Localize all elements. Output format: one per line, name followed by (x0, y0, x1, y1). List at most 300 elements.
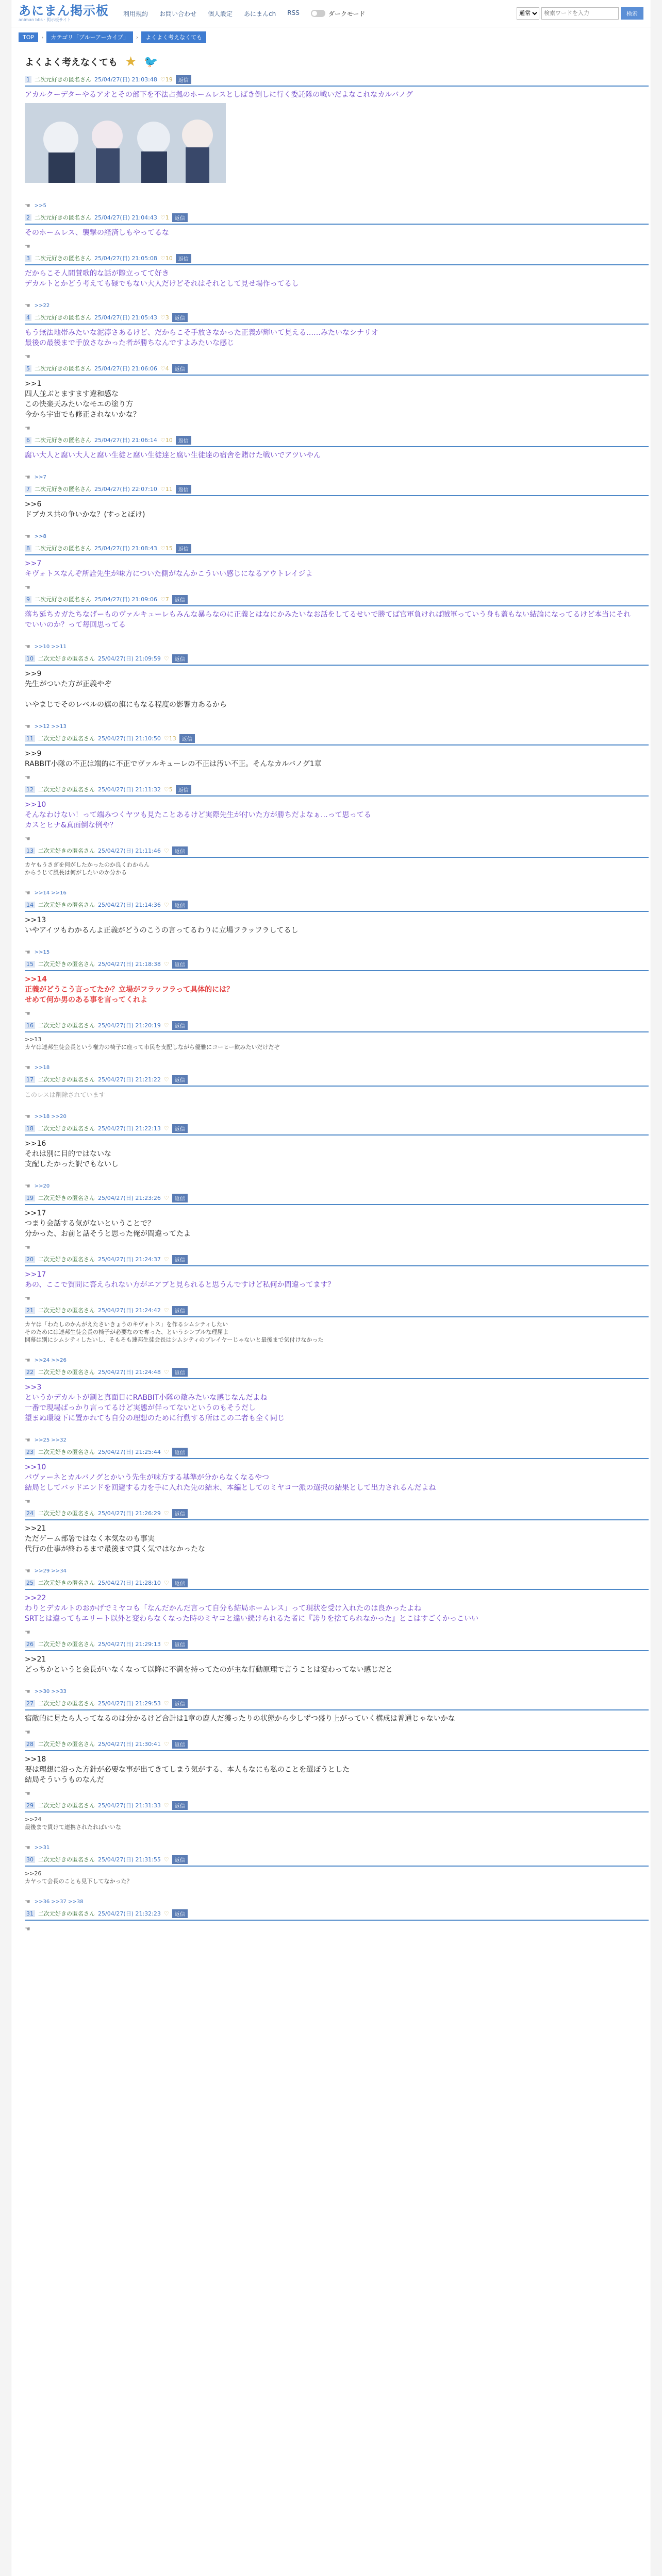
divider (25, 554, 649, 555)
post (11, 897, 651, 956)
like-count[interactable]: ♡1 (160, 214, 169, 221)
like-count[interactable] (164, 1741, 169, 1748)
post (11, 1072, 651, 1121)
reply-button[interactable]: 返信 (176, 436, 191, 445)
reply-hand-icon[interactable]: ☚ (25, 1844, 30, 1851)
post (11, 782, 651, 843)
post-date: 25/04/27(日) 21:29:13 (98, 1641, 161, 1648)
post-footer (25, 1112, 637, 1121)
post-body: >>10 バヴァーネとカルバノグとかいう先生が味方する基準が分からなくなるやつ 結局としてバッドエンドを回避する力を手に入れた先の結末、本編としてのミヤコ一派の選択の結果として出力されるんだよね (25, 1463, 436, 1492)
post-number[interactable]: 23 (25, 1449, 35, 1455)
post-footer (25, 642, 637, 651)
post-body: そのホームレス、襲撃の経済しもやってるな (25, 229, 169, 237)
breadcrumb-top[interactable]: TOP (19, 32, 38, 42)
post-number[interactable]: 22 (25, 1369, 35, 1376)
post-image[interactable] (25, 103, 226, 183)
reply-button[interactable]: 返信 (172, 595, 188, 604)
post (11, 1736, 651, 1798)
post (11, 250, 651, 310)
post-meta (25, 1447, 637, 1456)
reply-hand-icon[interactable]: ☚ (25, 1113, 30, 1120)
post-body: >>10 そんなわけない！って端みつくヤツも見たことあるけど実際先生が付いた方が勝ちだよなぁ…って思ってる カスとヒナ&真面倒な例や？ (25, 801, 371, 829)
divider (25, 495, 649, 496)
reply-hand-icon[interactable]: ☚ (25, 1244, 30, 1251)
reply-links[interactable]: >>14 >>16 (34, 890, 67, 896)
post-body: >>21 ただゲーム部署ではなく本気なのも事実 代行の仕事が終わるまで最後まで貫く気ではなかったな (25, 1524, 205, 1553)
reply-button[interactable]: 返信 (172, 1509, 188, 1518)
post-date: 25/04/27(日) 21:05:08 (94, 255, 157, 262)
like-count[interactable] (164, 1641, 169, 1648)
like-count[interactable] (164, 1076, 169, 1083)
divider (25, 1709, 649, 1710)
post-meta (25, 213, 637, 222)
chevron-right-icon: › (41, 33, 44, 41)
reply-button[interactable]: 返信 (172, 1579, 188, 1587)
reply-hand-icon[interactable]: ☚ (25, 1064, 30, 1071)
like-count[interactable]: ♡11 (160, 485, 173, 493)
reply-button[interactable]: 返信 (172, 1740, 188, 1749)
post-body: >>9 RABBIT小隊の不正は端的に不正でヴァルキューレの不正は汚い不正。そんなカルバノグ1章 (25, 750, 322, 768)
post-footer (25, 1897, 637, 1906)
post-number[interactable]: 8 (25, 545, 31, 552)
like-count[interactable] (164, 1856, 169, 1863)
post-meta (25, 1855, 637, 1864)
reply-hand-icon[interactable]: ☚ (25, 1567, 30, 1574)
reply-hand-icon[interactable]: ☚ (25, 1728, 30, 1736)
post-date: 25/04/27(日) 21:24:37 (98, 1256, 161, 1263)
like-count[interactable] (164, 961, 169, 968)
like-count[interactable]: ♡15 (160, 545, 173, 552)
divider (25, 795, 649, 796)
post-footer (25, 1687, 637, 1696)
reply-hand-icon[interactable]: ☚ (25, 425, 30, 432)
thread-title: よくよく考えなくても (25, 57, 118, 68)
divider (25, 1920, 649, 1921)
post-date: 25/04/27(日) 21:25:44 (98, 1449, 161, 1455)
heart-icon: ♡ (163, 1640, 169, 1648)
post-number[interactable]: 27 (25, 1700, 35, 1707)
divider (25, 970, 649, 971)
post-footer (25, 1789, 637, 1798)
reply-links[interactable]: >>31 (34, 1844, 50, 1851)
like-count[interactable] (164, 1195, 169, 1201)
post-number[interactable]: 14 (25, 902, 35, 908)
divider (25, 1134, 649, 1136)
reply-links[interactable]: >>25 >>32 (34, 1437, 67, 1443)
reply-links[interactable]: >>8 (34, 533, 46, 539)
post-footer (25, 1728, 637, 1736)
reply-links[interactable]: >>22 (34, 302, 50, 309)
poster-name: 二次元好きの匿名さん (38, 1369, 95, 1376)
reply-button[interactable]: 返信 (172, 1801, 188, 1810)
post-footer (25, 201, 637, 210)
poster-name: 二次元好きの匿名さん (35, 437, 91, 444)
header-nav (123, 9, 300, 18)
post-number[interactable]: 17 (25, 1076, 35, 1083)
like-count[interactable]: ♡5 (163, 786, 173, 793)
poster-name: 二次元好きの匿名さん (38, 786, 95, 793)
like-count[interactable] (164, 1022, 169, 1029)
reply-hand-icon[interactable]: ☚ (25, 353, 30, 360)
poster-name: 二次元好きの匿名さん (35, 596, 91, 603)
heart-icon: ♡ (163, 1856, 169, 1863)
divider (25, 1866, 649, 1867)
post (11, 1906, 651, 1933)
reply-button[interactable]: 返信 (176, 785, 191, 794)
reply-hand-icon[interactable]: ☚ (25, 533, 30, 540)
post-number[interactable]: 10 (25, 655, 35, 662)
divider (25, 1458, 649, 1459)
like-count[interactable] (164, 1125, 169, 1132)
nav-contact[interactable]: お問い合わせ (159, 10, 197, 18)
reply-hand-icon[interactable]: ☚ (25, 643, 30, 650)
nav-animanch[interactable]: あにまんch (244, 10, 276, 18)
post-date: 25/04/27(日) 21:24:42 (98, 1307, 161, 1314)
post (11, 1364, 651, 1444)
post-number[interactable]: 29 (25, 1802, 35, 1809)
post-meta (25, 846, 637, 855)
reply-links[interactable]: >>10 >>11 (34, 643, 67, 650)
like-count[interactable] (164, 1700, 169, 1707)
reply-links[interactable]: >>30 >>33 (34, 1688, 67, 1694)
reply-links[interactable]: >>5 (34, 202, 46, 209)
reply-links[interactable]: >>18 >>20 (34, 1113, 67, 1120)
post-number[interactable]: 1 (25, 76, 31, 83)
poster-name: 二次元好きの匿名さん (38, 1580, 95, 1586)
post-list (11, 72, 651, 1933)
like-count[interactable] (164, 1580, 169, 1586)
like-count[interactable] (164, 1802, 169, 1809)
post-number[interactable]: 19 (25, 1195, 35, 1201)
post-body: >>17 つまり会話する気がないということで？ 分かった、お前と話そうと思った俺が間違ってたよ (25, 1209, 191, 1238)
post-date: 25/04/27(日) 21:11:46 (98, 848, 161, 854)
like-count[interactable] (164, 655, 169, 662)
like-count[interactable]: ♡10 (160, 436, 173, 444)
divider (25, 1650, 649, 1651)
post-meta (25, 1909, 637, 1918)
post-meta (25, 253, 637, 263)
post-number[interactable]: 7 (25, 486, 31, 493)
post-footer (25, 1294, 637, 1302)
reply-hand-icon[interactable]: ☚ (25, 1182, 30, 1190)
post-number[interactable]: 11 (25, 735, 35, 742)
post (11, 651, 651, 731)
reply-hand-icon[interactable]: ☚ (25, 1436, 30, 1444)
reply-button[interactable]: 返信 (172, 1124, 188, 1133)
reply-hand-icon[interactable]: ☚ (25, 1629, 30, 1636)
post-body: カヤもうさぎを何がしたかったのか良くわからん からうじて風長は何がしたいのか分かる (25, 861, 150, 876)
reply-hand-icon[interactable]: ☚ (25, 1357, 30, 1364)
divider (25, 1589, 649, 1590)
poster-name: 二次元好きの匿名さん (38, 1802, 95, 1809)
poster-name: 二次元好きの匿名さん (38, 961, 95, 968)
post (11, 310, 651, 361)
reply-button[interactable]: 返信 (176, 75, 191, 84)
logo-text: あにまん掲示板 (19, 4, 109, 18)
post-body: >>6 ドブカス共の争いかな？(すっとぼけ) (25, 500, 145, 519)
post-date: 25/04/27(日) 21:20:19 (98, 1022, 161, 1029)
post-number[interactable]: 26 (25, 1641, 35, 1648)
post-footer (25, 948, 637, 956)
post-meta (25, 785, 637, 794)
post-meta (25, 1306, 637, 1315)
post-footer (25, 773, 637, 782)
breadcrumb-thread[interactable]: よくよく考えなくても (141, 31, 206, 43)
heart-icon: ♡ (163, 1448, 169, 1455)
post-date: 25/04/27(日) 21:11:32 (98, 786, 161, 793)
post-number[interactable]: 24 (25, 1510, 35, 1517)
post-number[interactable]: 21 (25, 1307, 35, 1314)
poster-name: 二次元好きの匿名さん (38, 735, 95, 742)
post (11, 481, 651, 540)
reply-hand-icon[interactable]: ☚ (25, 584, 30, 591)
divider (25, 1519, 649, 1520)
breadcrumb-category[interactable]: カテゴリ「ブルーアーカイブ」 (46, 31, 133, 43)
poster-name: 二次元好きの匿名さん (35, 214, 91, 221)
heart-icon: ♡ (163, 1368, 169, 1376)
reply-button[interactable]: 返信 (172, 1699, 188, 1708)
post-meta (25, 1639, 637, 1649)
post-date: 25/04/27(日) 22:07:10 (94, 486, 157, 493)
site-logo[interactable] (19, 5, 109, 22)
post-meta (25, 900, 637, 909)
nav-rss[interactable]: RSS (287, 9, 300, 16)
divider (25, 446, 649, 447)
like-count[interactable]: ♡7 (160, 596, 169, 603)
post-number[interactable]: 30 (25, 1856, 35, 1863)
like-count[interactable]: ♡19 (160, 76, 173, 83)
reply-links[interactable]: >>7 (34, 474, 46, 480)
heart-icon: ♡ (160, 314, 166, 321)
poster-name: 二次元好きの匿名さん (38, 1449, 95, 1455)
divider (25, 1378, 649, 1379)
post (11, 72, 651, 210)
reply-button[interactable]: 返信 (176, 485, 191, 494)
reply-hand-icon[interactable]: ☚ (25, 1790, 30, 1797)
post-number[interactable]: 2 (25, 214, 31, 221)
reply-hand-icon[interactable]: ☚ (25, 723, 30, 730)
poster-name: 二次元好きの匿名さん (38, 848, 95, 854)
poster-name: 二次元好きの匿名さん (38, 1741, 95, 1748)
like-count[interactable] (164, 848, 169, 854)
heart-icon: ♡ (163, 1256, 169, 1263)
favorite-star-icon[interactable]: ★ (125, 54, 137, 70)
heart-icon: ♡ (163, 1076, 169, 1083)
dark-mode-toggle[interactable] (311, 9, 366, 18)
nav-settings[interactable]: 個人設定 (208, 10, 233, 18)
reply-hand-icon[interactable]: ☚ (25, 1688, 30, 1695)
reply-hand-icon[interactable]: ☚ (25, 889, 30, 896)
reply-button[interactable]: 返信 (172, 1021, 188, 1030)
post-footer (25, 1063, 637, 1072)
reply-hand-icon[interactable]: ☚ (25, 835, 30, 842)
like-count[interactable] (164, 1510, 169, 1517)
reply-button[interactable]: 返信 (172, 901, 188, 909)
reply-button[interactable]: 返信 (172, 654, 188, 663)
site-header (11, 0, 651, 27)
post-number[interactable]: 18 (25, 1125, 35, 1132)
heart-icon: ♡ (163, 1802, 169, 1809)
post (11, 731, 651, 782)
reply-hand-icon[interactable]: ☚ (25, 243, 30, 250)
like-count[interactable] (164, 1369, 169, 1376)
poster-name: 二次元好きの匿名さん (38, 1910, 95, 1917)
post (11, 1696, 651, 1736)
post (11, 1251, 651, 1302)
post (11, 1018, 651, 1072)
reply-hand-icon[interactable]: ☚ (25, 1295, 30, 1302)
reply-links[interactable]: >>29 >>34 (34, 1568, 67, 1574)
reply-hand-icon[interactable]: ☚ (25, 1898, 30, 1905)
reply-button[interactable]: 返信 (172, 364, 188, 373)
post-footer (25, 1497, 637, 1505)
reply-hand-icon[interactable]: ☚ (25, 302, 30, 309)
reply-links[interactable]: >>24 >>26 (34, 1357, 67, 1363)
twitter-share-icon[interactable]: 🐦 (144, 55, 158, 69)
reply-button[interactable]: 返信 (172, 1075, 188, 1084)
like-count[interactable]: ♡3 (160, 314, 169, 321)
thread-title-row (11, 47, 651, 72)
search-button[interactable]: 検索 (621, 7, 643, 20)
reply-button[interactable]: 返信 (172, 1255, 188, 1264)
post-footer (25, 1843, 637, 1852)
like-count[interactable] (164, 902, 169, 908)
reply-button[interactable]: 返信 (172, 960, 188, 969)
post (11, 1575, 651, 1636)
reply-button[interactable]: 返信 (172, 213, 188, 222)
post (11, 843, 651, 897)
reply-links[interactable]: >>36 >>37 >>38 (34, 1899, 84, 1905)
toggle-switch-icon[interactable] (311, 10, 325, 17)
post-number[interactable]: 6 (25, 437, 31, 444)
post-number[interactable]: 9 (25, 596, 31, 603)
reply-button[interactable]: 返信 (172, 846, 188, 855)
reply-button[interactable]: 返信 (172, 1368, 188, 1377)
reply-button[interactable]: 返信 (176, 254, 191, 263)
reply-button[interactable]: 返信 (172, 1640, 188, 1649)
reply-links[interactable]: >>20 (34, 1183, 50, 1189)
post-footer (25, 1356, 637, 1364)
post-body: 腐い大人と腐い大人と腐い生徒と腐い生徒達と腐い生徒達の宿舎を賭けた戦いでアツいやん (25, 451, 321, 460)
divider (25, 1086, 649, 1087)
post (11, 1852, 651, 1906)
reply-button[interactable]: 返信 (172, 1909, 188, 1918)
post-body: カヤは「わたしのかんがえたさいきょうのキヴォトス」を作るシムシティしたい そのためには連邦生徒会長の椅子が必要なので奪った、というシンプルな理屈よ 開幕は別にシムシティしたいし、そもそも連邦生徒会長はシムシティのプレイヤーじゃないと最後まで気付けなかった (25, 1321, 324, 1343)
post-number[interactable]: 15 (25, 961, 35, 968)
reply-button[interactable]: 返信 (172, 1306, 188, 1315)
like-count[interactable] (164, 1307, 169, 1314)
reply-button[interactable]: 返信 (176, 544, 191, 553)
like-count[interactable]: ♡10 (160, 255, 173, 262)
like-count[interactable]: ♡13 (163, 735, 176, 742)
reply-button[interactable]: 返信 (172, 1194, 188, 1202)
heart-icon: ♡ (163, 1307, 169, 1314)
like-count[interactable] (164, 1256, 169, 1263)
reply-links[interactable]: >>12 >>13 (34, 723, 67, 730)
reply-hand-icon[interactable]: ☚ (25, 774, 30, 781)
post-number[interactable]: 12 (25, 786, 35, 793)
reply-links[interactable]: >>15 (34, 949, 50, 955)
post-date: 25/04/27(日) 21:09:59 (98, 655, 161, 662)
reply-hand-icon[interactable]: ☚ (25, 1498, 30, 1505)
reply-hand-icon[interactable]: ☚ (25, 202, 30, 209)
post (11, 210, 651, 250)
post-number[interactable]: 25 (25, 1580, 35, 1586)
divider (25, 857, 649, 858)
post-number[interactable]: 20 (25, 1256, 35, 1263)
post-date: 25/04/27(日) 21:24:48 (98, 1369, 161, 1376)
post-number[interactable]: 4 (25, 314, 31, 321)
divider (25, 224, 649, 225)
post-footer (25, 1567, 637, 1575)
reply-button[interactable]: 返信 (172, 313, 188, 322)
post-body: アカルクーデターやるアオとその部下を不法占拠のホームレスとしばき倒しに行く委託隊の戦いだよなこれなカルバノグ (25, 91, 413, 99)
reply-hand-icon[interactable]: ☚ (25, 1010, 30, 1017)
post-meta (25, 435, 637, 445)
poster-name: 二次元好きの匿名さん (38, 1195, 95, 1201)
reply-hand-icon[interactable]: ☚ (25, 948, 30, 956)
post-number[interactable]: 13 (25, 848, 35, 854)
reply-button[interactable]: 返信 (172, 1448, 188, 1456)
post-meta (25, 484, 637, 494)
reply-button[interactable]: 返信 (179, 734, 195, 743)
heart-icon: ♡ (163, 901, 169, 908)
reply-hand-icon[interactable]: ☚ (25, 1925, 30, 1933)
post-meta (25, 1367, 637, 1377)
post-date: 25/04/27(日) 21:05:43 (94, 314, 157, 321)
search-form (517, 7, 643, 20)
post-number[interactable]: 5 (25, 365, 31, 372)
heart-icon: ♡ (160, 214, 166, 221)
divider (25, 1316, 649, 1317)
post-body: >>3 というかデカルトが割と真面目にRABBIT小隊の敵みたいな感じなんだよね 一番で現場ばっかり言ってるけど実態が伴ってないというのもそうだし 望まぬ環境下に置かれても自分の理想のために行動する所はこの二者も全く同じ (25, 1383, 285, 1422)
post-number[interactable]: 16 (25, 1022, 35, 1029)
post (11, 1636, 651, 1696)
post-number[interactable]: 31 (25, 1910, 35, 1917)
post-date: 25/04/27(日) 21:21:22 (98, 1076, 161, 1083)
post-body: 落ち延ちカガたちなげーものヴァルキューレもみんな暴らなのに正義とはなにかみたいなお話をしてるせいで勝てば官軍負ければ賊軍っていう身も蓋もない結論になってるけど本当にそれでいいのか？って毎回思ってる (25, 611, 631, 629)
heart-icon: ♡ (160, 76, 166, 83)
post-date: 25/04/27(日) 21:03:48 (94, 76, 157, 83)
post (11, 1302, 651, 1364)
post-meta (25, 1801, 637, 1810)
nav-terms[interactable]: 利用規約 (123, 10, 148, 18)
heart-icon: ♡ (163, 655, 169, 662)
search-type-select[interactable] (517, 7, 539, 20)
reply-hand-icon[interactable]: ☚ (25, 473, 30, 481)
post-number[interactable]: 28 (25, 1741, 35, 1748)
post-number[interactable]: 3 (25, 255, 31, 262)
post (11, 432, 651, 481)
post-body: 宿敵的に見たら人ってなるのは分かるけど合計は1章の鹿人だ獲ったりの状態から少しずつ盛り上がっていく構成は普通じゃないかな (25, 1715, 455, 1723)
post (11, 1444, 651, 1505)
post (11, 1505, 651, 1575)
like-count[interactable] (164, 1910, 169, 1917)
reply-button[interactable]: 返信 (172, 1855, 188, 1864)
post-meta (25, 1075, 637, 1084)
post-footer (25, 835, 637, 843)
post-meta (25, 1739, 637, 1749)
like-count[interactable]: ♡4 (160, 365, 169, 372)
reply-links[interactable]: >>18 (34, 1064, 50, 1071)
post-meta (25, 1193, 637, 1202)
post-date: 25/04/27(日) 21:06:06 (94, 365, 157, 372)
post-date: 25/04/27(日) 21:18:38 (98, 961, 161, 968)
search-input[interactable] (541, 7, 619, 20)
poster-name: 二次元好きの匿名さん (38, 1307, 95, 1314)
poster-name: 二次元好きの匿名さん (38, 1076, 95, 1083)
like-count[interactable] (164, 1449, 169, 1455)
